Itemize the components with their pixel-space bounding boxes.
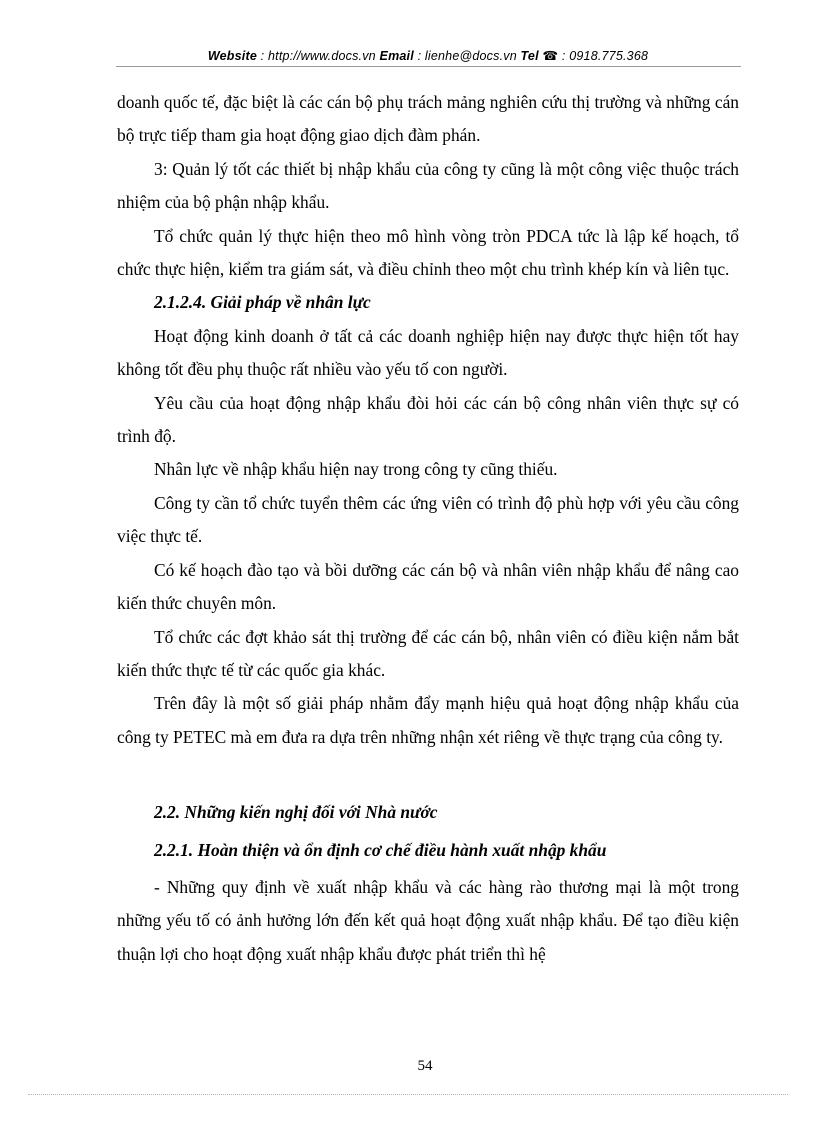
section-heading-2-2: 2.2. Những kiến nghị đối với Nhà nước xyxy=(154,802,438,823)
section-heading-2-2-1: 2.2.1. Hoàn thiện và ổn định cơ chế điều hành xuất nhập khẩu xyxy=(154,839,607,860)
page-header xyxy=(118,48,738,63)
section-heading-2-1-2-4: 2.1.2.4. Giải pháp về nhân lực xyxy=(154,292,371,313)
footer-dotted-line xyxy=(28,1094,788,1095)
paragraph-11: - Những quy định về xuất nhập khẩu và các hàng rào thương mại là một trong những yếu tố có ảnh hưởng lớn đến kết quả hoạt động xuất nhập khẩu. Để tạo điều kiện thuận lợi cho hoạt động xuất nhập khẩu được phát triển thì hệ xyxy=(117,876,739,964)
paragraph-3: Tổ chức quản lý thực hiện theo mô hình vòng tròn PDCA tức là lập kế hoạch, tổ chức thực hiện, kiểm tra giám sát, và điều chỉnh theo một chu trình khép kín và liên tục. xyxy=(117,225,739,280)
paragraph-6: Nhân lực về nhập khẩu hiện nay trong công ty cũng thiếu. xyxy=(154,459,558,480)
website-label: Website xyxy=(207,49,257,63)
paragraph-10: Trên đây là một số giải pháp nhằm đẩy mạnh hiệu quả hoạt động nhập khẩu của công ty PETEC mà em đưa ra dựa trên những nhận xét riêng về thực trạng của công ty. xyxy=(117,693,739,747)
phone-icon: ☎ xyxy=(542,49,559,63)
header-divider xyxy=(116,66,741,67)
tel-label: Tel xyxy=(520,49,539,63)
paragraph-1: doanh quốc tế, đặc biệt là các cán bộ phụ trách mảng nghiên cứu thị trường và những cán bộ trực tiếp tham gia hoạt động giao dịch đàm phán. xyxy=(117,92,739,146)
paragraph-2: 3: Quản lý tốt các thiết bị nhập khẩu của công ty cũng là một công việc thuộc trách nhiệm của bộ phận nhập khẩu. xyxy=(117,158,739,213)
email-label: Email xyxy=(379,49,414,63)
paragraph-5: Yêu cầu của hoạt động nhập khẩu đòi hỏi các cán bộ công nhân viên thực sự có trình độ. xyxy=(117,392,739,447)
paragraph-4: Hoạt động kinh doanh ở tất cả các doanh nghiệp hiện nay được thực hiện tốt hay không tốt đều phụ thuộc rất nhiều vào yếu tố con người. xyxy=(117,325,739,380)
email-value: : lienhe@docs.vn xyxy=(417,49,517,63)
tel-value: : 0918.775.368 xyxy=(561,49,649,63)
section-gap xyxy=(117,754,739,796)
paragraph-8: Có kế hoạch đào tạo và bồi dưỡng các cán bộ và nhân viên nhập khẩu để nâng cao kiến thức chuyên môn. xyxy=(117,559,739,614)
website-value: : http://www.docs.vn xyxy=(260,49,376,63)
paragraph-7: Công ty cần tổ chức tuyển thêm các ứng viên có trình độ phù hợp với yêu cầu công việc thực tế. xyxy=(117,492,739,547)
page-number: 54 xyxy=(417,1058,433,1074)
paragraph-9: Tổ chức các đợt khảo sát thị trường để các cán bộ, nhân viên có điều kiện nắm bắt kiến thức thực tế từ các quốc gia khác. xyxy=(117,626,739,680)
page-body xyxy=(117,86,739,971)
